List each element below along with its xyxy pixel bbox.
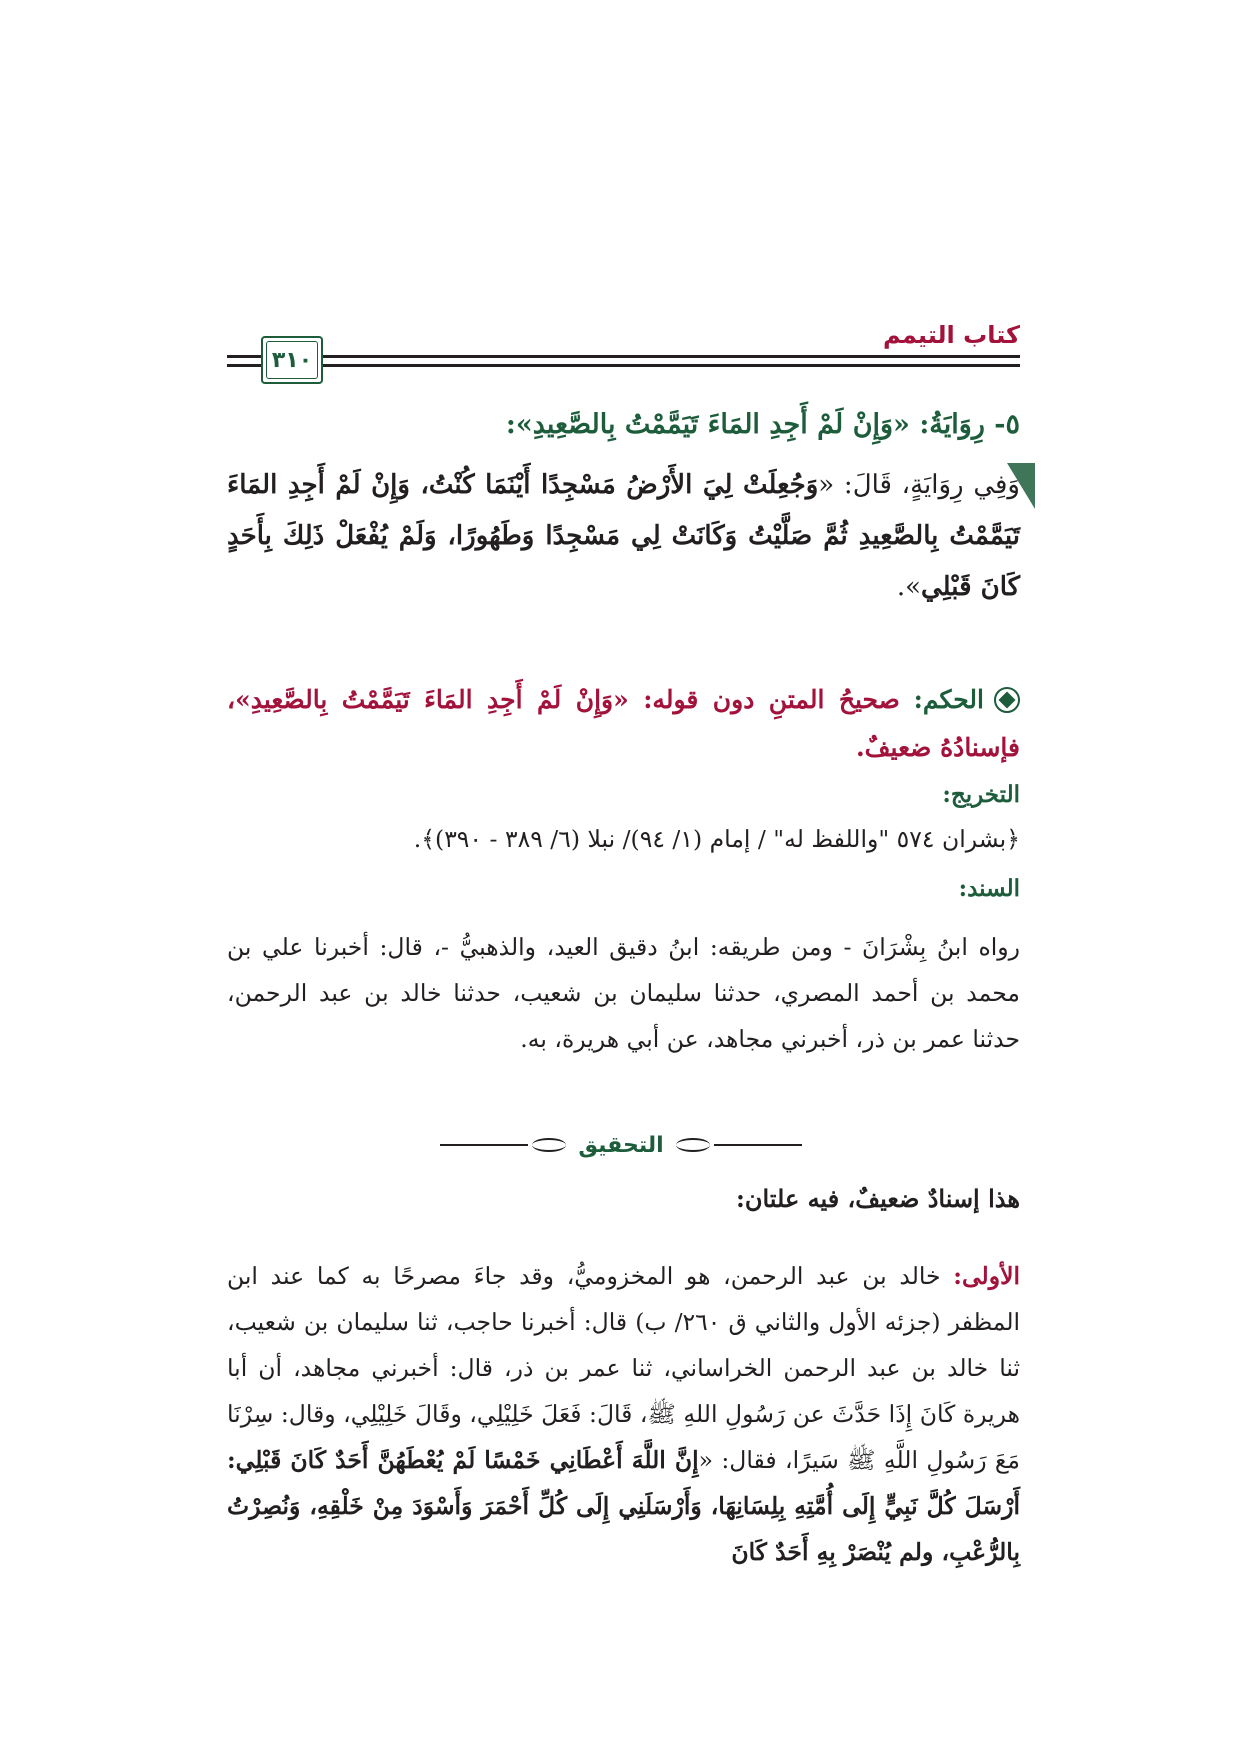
tahqiq-paragraph bbox=[227, 1253, 1020, 1575]
first-illa-text: خالد بن عبد الرحمن، هو المخزوميُّ، وقد جاءَ مصرحًا به كما عند ابن المظفر (جزئه الأول والثاني ق ٢٦٠/ ب) قال: أخبرنا حاجب، ثنا سليمان بن شعيب، ثنا خالد بن عبد الرحمن الخراساني، ثنا عمر بن ذر، قال: أخبرني مجاهد، أن أبا هريرة كَانَ إِذَا حَدَّثَ عن رَسُولِ اللهِ ﷺ، قَالَ: فَعَلَ خَلِيْلِي، وقَالَ خَلِيْلِي، وقال: سِرْنَا مَعَ رَسُولِ اللَّهِ ﷺ سَيرًا، فقال: « bbox=[227, 1262, 1021, 1474]
header-rule-bottom bbox=[227, 364, 1020, 367]
hukm-label: الحكم: bbox=[913, 685, 984, 714]
takhrij-text: ﴿بشران ٥٧٤ "واللفظ له" / إمام (١/ ٩٤)/ نبلا (٦/ ٣٨٩ - ٣٩٠)﴾. bbox=[413, 825, 1020, 853]
header-rule-top bbox=[227, 355, 1020, 358]
riwaya-outro: ». bbox=[896, 572, 921, 602]
sanad-text: رواه ابنُ بِشْرَانَ - ومن طريقه: ابنُ دقيق العيد، والذهبيُّ -، قال: أخبرنا علي بن محمد بن أحمد المصري، حدثنا سليمان بن شعيب، حدثنا خالد بن عبد الرحمن، حدثنا عمر بن ذر، أخبرني مجاهد، عن أبي هريرة، به. bbox=[227, 933, 1020, 1053]
riwaya-matn: وَجُعِلَتْ لِيَ الأَرْضُ مَسْجِدًا أَيْنَمَا كُنْتُ، وَإِنْ لَمْ أَجِدِ المَاءَ تَيَمَّمْتُ بِالصَّعِيدِ ثُمَّ صَلَّيْتُ وَكَانَتْ لِي مَسْجِدًا وَطَهُورًا، وَلَمْ يُفْعَلْ ذَلِكَ بِأَحَدٍ كَانَ قَبْلِي bbox=[227, 470, 1020, 602]
hukm-flower-icon bbox=[994, 687, 1020, 713]
book-title: كتاب التيمم bbox=[883, 321, 1020, 349]
divider-ornament-icon bbox=[532, 1138, 566, 1152]
page-number-frame bbox=[261, 336, 323, 384]
hukm-text: صحيحُ المتنِ دون قوله: «وَإِنْ لَمْ أَجِدِ المَاءَ تَيَمَّمْتُ بِالصَّعِيدِ»، فإسنادُهُ ضعيفٌ. bbox=[227, 685, 1020, 762]
divider-ornament-icon bbox=[676, 1138, 710, 1152]
section-title: ٥- رِوَايَةُ: «وَإِنْ لَمْ أَجِدِ المَاءَ تَيَمَّمْتُ بِالصَّعِيدِ»: bbox=[505, 409, 1020, 440]
divider-line-left bbox=[440, 1144, 528, 1146]
hukm-paragraph bbox=[227, 676, 1020, 772]
divider-label: التحقيق bbox=[578, 1132, 664, 1158]
page-header bbox=[227, 320, 1020, 386]
riwaya-intro: وَفِي رِوَايَةٍ، قَالَ: « bbox=[818, 470, 1020, 500]
tahqiq-divider bbox=[440, 1130, 802, 1160]
hadith-quote: إِنَّ اللَّهَ أَعْطَانِي خَمْسًا لَمْ يُعْطَهُنَّ أَحَدٌ كَانَ قَبْلِي: أَرْسَلَ كُلَّ نَبِيٍّ إِلَى أُمَّتِهِ بِلِسَانِهَا، وَأَرْسَلَنِي إِلَى كُلِّ أَحْمَرَ وَأَسْوَدَ مِنْ خَلْقِهِ، وَنُصِرْتُ بِالرُّعْبِ، ولم يُنْصَرْ بِهِ أَحَدٌ كَانَ bbox=[227, 1446, 1020, 1566]
sanad-label: السند: bbox=[958, 875, 1020, 902]
first-illa-label: الأولى: bbox=[953, 1262, 1020, 1290]
riwaya-paragraph bbox=[227, 460, 1020, 613]
takhrij-label: التخريج: bbox=[942, 781, 1020, 808]
divider-line-right bbox=[714, 1144, 802, 1146]
page-number: ٣١٠ bbox=[271, 347, 313, 373]
tahqiq-heading: هذا إسنادٌ ضعيفٌ، فيه علتان: bbox=[735, 1184, 1020, 1213]
